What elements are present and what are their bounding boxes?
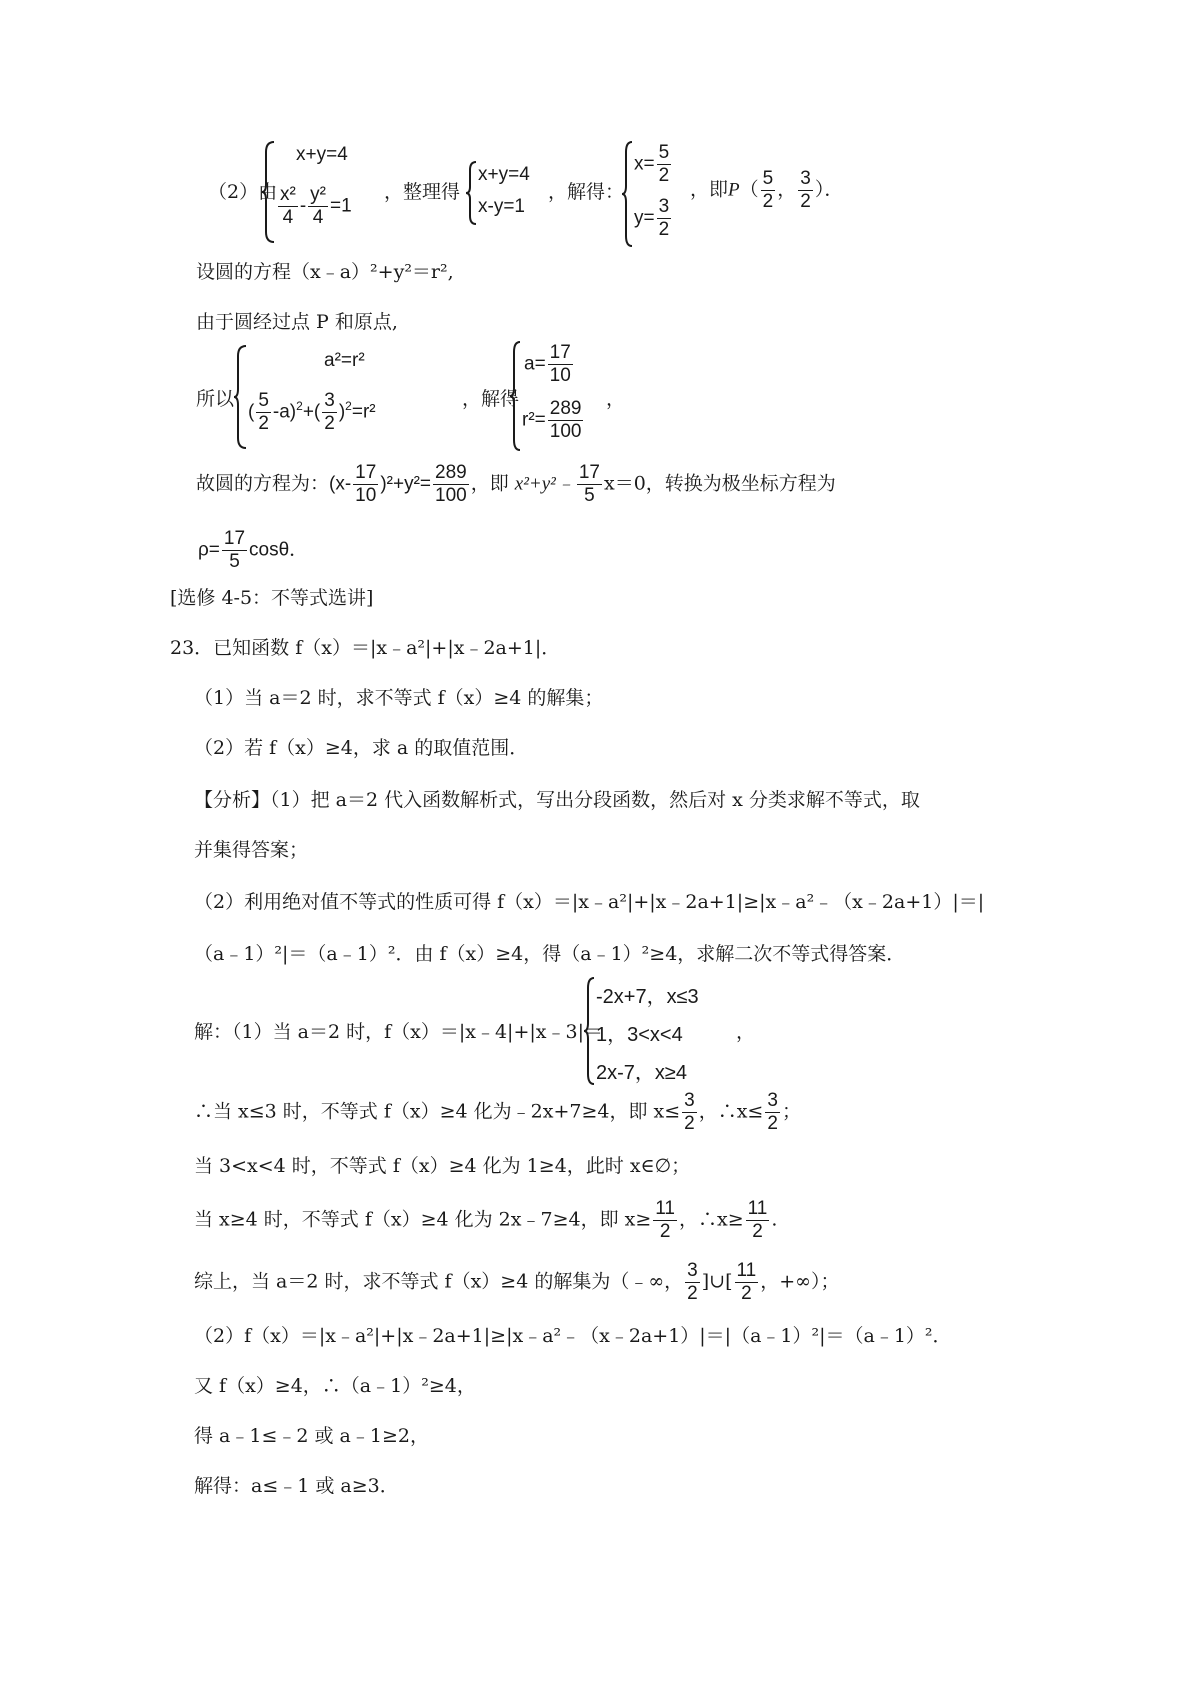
system-2 <box>466 160 546 226</box>
left-brace-icon <box>262 140 276 244</box>
so-lead: 所以 <box>196 388 235 410</box>
piece-2: 1，3<x<4 <box>596 1024 683 1046</box>
summary: 综上，当 a＝2 时，求不等式 f（x）≥4 的解集为（﹣∞， $\frac{3}{2}$ ]∪[ $\frac{11}{2}$ ，+∞）； <box>194 1260 840 1304</box>
tidy-label: ，整理得 <box>384 181 461 203</box>
piecewise-function <box>584 976 754 1086</box>
sys4-eq2: ( $\frac{5}{2}$ -a)$^2$+( $\frac{3}{2}$ )$^2$=r² <box>248 390 376 434</box>
case-2: 当 3<x<4 时，不等式 f（x）≥4 化为 1≥4，此时 x∈∅； <box>194 1155 691 1177</box>
left-brace-icon <box>466 160 478 226</box>
system-1 <box>262 140 382 244</box>
point-p: ，即P（ $\frac{5}{2}$ ， $\frac{3}{2}$ ）． <box>690 168 844 212</box>
sys2-eq1: x+y=4 <box>478 164 530 185</box>
sys1-eq1: x+y=4 <box>296 144 348 165</box>
section-title: [选修 4-5：不等式选讲] <box>170 587 374 609</box>
sol-x: x= $\frac{5}{2}$ <box>634 142 670 186</box>
part2-lead: （2）由 <box>208 181 278 203</box>
case-1: ∴当 x≤3 时，不等式 f（x）≥4 化为﹣2x+7≥4，即 x≤ $\frac{3}{2}$ ，∴x≤ $\frac{3}{2}$ ； <box>194 1090 801 1134</box>
sol-r: r²= $\frac{289}{100}$ <box>522 398 582 442</box>
sys1-eq2: $\frac{\text{x²}}{4}$ - $\frac{\text{y²}}{4}$ =1 <box>280 184 352 228</box>
solution-part2: （2）f（x）＝|x﹣a²|+|x﹣2a+1|≥|x﹣a²﹣（x﹣2a+1）|＝|（a﹣1）²|＝（a﹣1）²． <box>194 1325 952 1347</box>
analysis-part2-cont: （a﹣1）²|＝（a﹣1）²．由 f（x）≥4，得（a﹣1）²≥4，求解二次不等式得答案． <box>194 943 906 965</box>
sol-y: y= $\frac{3}{2}$ <box>634 196 670 240</box>
sys4-eq1: a²=r² <box>324 350 365 371</box>
system-5 <box>510 340 610 452</box>
question-23-part1: （1）当 a＝2 时，求不等式 f（x）≥4 的解集； <box>194 687 604 709</box>
so-solve: ，解得 <box>462 388 520 410</box>
polar-equation: ρ= $\frac{17}{5}$ cosθ． <box>198 528 309 572</box>
case-3: 当 x≥4 时，不等式 f（x）≥4 化为 2x﹣7≥4，即 x≥ $\frac{11}{2}$ ，∴x≥ $\frac{11}{2}$ . <box>194 1198 778 1242</box>
sol-a: a= $\frac{17}{10}$ <box>524 342 571 386</box>
analysis-part1-cont: 并集得答案； <box>194 839 309 861</box>
question-23-part2: （2）若 f（x）≥4，求 a 的取值范围． <box>194 737 529 759</box>
piece-1: -2x+7，x≤3 <box>596 986 699 1008</box>
circle-result: 故圆的方程为：(x- $\frac{17}{10}$ )²+y²= $\frac{289}{100}$ ，即 x²+y²﹣ $\frac{17}{5}$ x＝0，转换为极坐标方程为 <box>196 462 836 506</box>
system-4 <box>234 344 484 450</box>
analysis-part2: （2）利用绝对值不等式的性质可得 f（x）＝|x﹣a²|+|x﹣2a+1|≥|x﹣a²﹣（x﹣2a+1）|＝| <box>194 891 985 913</box>
through-points: 由于圆经过点 P 和原点, <box>196 311 398 333</box>
analysis-part1: 【分析】（1）把 a＝2 代入函数解析式，写出分段函数，然后对 x 分类求解不等式，取 <box>194 789 920 811</box>
left-brace-icon <box>584 976 596 1086</box>
left-brace-icon <box>622 140 634 248</box>
solution-part2-b: 又 f（x）≥4，∴（a﹣1）²≥4， <box>194 1375 476 1397</box>
system-3 <box>622 140 692 248</box>
solve-label: ，解得： <box>548 181 625 203</box>
solution-lead: 解：（1）当 a＝2 时，f（x）＝|x﹣4|+|x﹣3|＝ <box>194 1021 603 1043</box>
sys2-eq2: x-y=1 <box>478 196 525 217</box>
left-brace-icon <box>234 344 248 450</box>
left-brace-icon <box>510 340 522 452</box>
solution-part2-c: 得 a﹣1≤﹣2 或 a﹣1≥2， <box>194 1425 429 1447</box>
piecewise-tail: ， <box>736 1021 756 1043</box>
piece-3: 2x-7，x≥4 <box>596 1062 688 1084</box>
so-tail: ， <box>606 388 626 410</box>
circle-equation: 设圆的方程（x﹣a）²+y²＝r², <box>196 261 454 283</box>
solution-part2-d: 解得：a≤﹣1 或 a≥3． <box>194 1475 399 1497</box>
question-23: 23．已知函数 f（x）＝|x﹣a²|+|x﹣2a+1|． <box>170 637 561 659</box>
